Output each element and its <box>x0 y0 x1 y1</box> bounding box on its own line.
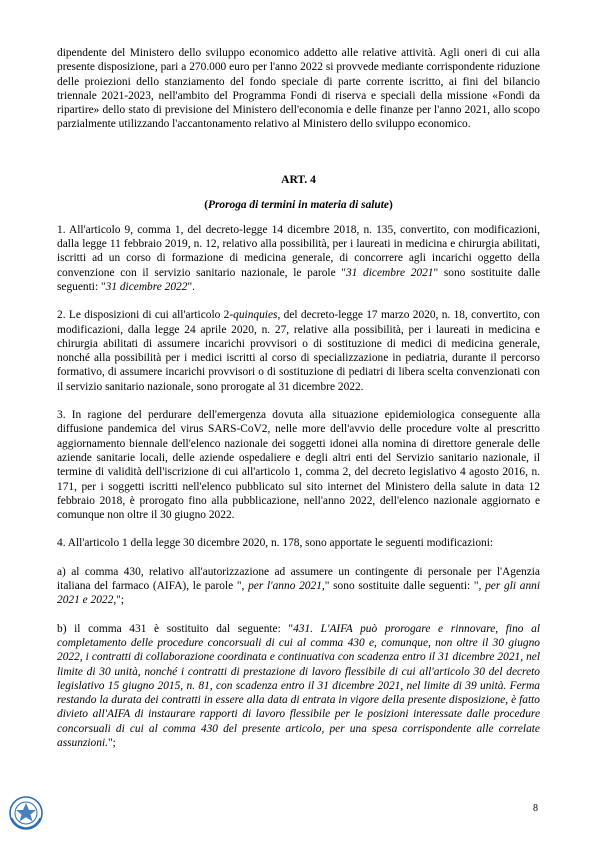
para1-mid: " sono sostituite dalle seguenti: " <box>57 266 540 293</box>
article-subtitle <box>57 198 540 212</box>
item-a-new: , per gli anni 2021 e 2022, <box>57 580 540 607</box>
item-a-end: "; <box>116 594 124 607</box>
page-number: 8 <box>533 803 538 814</box>
subtitle-close-paren: ) <box>389 198 393 211</box>
intro-paragraph: dipendente del Ministero dello sviluppo economico addetto alle relative attività. Agli oneri di cui alla presente disposizione, pari a 270.000 euro per l'anno 2022 si provvede mediante corrispondente riduzione delle proiezioni dello stanziamento del fondo speciale di parte corrente iscritto, ai fini del bilancio triennale 2021-2023, nell'ambito del Programma Fondi di riserva e speciali della missione «Fondi da ripartire» dello stato di previsione del Ministero dell'economia e delle finanze per l'anno 2021, allo scopo parzialmente utilizzando l'accantonamento relativo al Ministero dello sviluppo economico. <box>57 47 540 131</box>
subtitle-open-paren: ( <box>204 198 208 211</box>
item-b-start: b) il comma 431 è sostituito dal seguente: " <box>57 622 294 635</box>
paragraph-3: 3. In ragione del perdurare dell'emergenza dovuta alla situazione epidemiologica conseguente alla diffusione pandemica del virus SARS-CoV2, nelle more dell'avvio delle procedure volte al prescritto aggiornamento biennale dell'elenco nazionale dei soggetti idonei alla nomina di direttore generale delle aziende sanitarie locali, delle aziende ospedaliere e degli altri enti del Servizio sanitario nazionale, il termine di validità dell'iscrizione di cui all'articolo 1, comma 2, del decreto legislativo 4 agosto 2016, n. 171, per i soggetti iscritti nell'elenco pubblicato sul sito internet del Ministero della salute in data 12 febbraio 2018, è prorogato fino alla pubblicazione, nell'anno 2022, dell'elenco nazionale aggiornato e comunque non oltre il 30 giugno 2022. <box>57 409 540 522</box>
para2-start: 2. Le disposizioni di cui all'articolo 2- <box>57 309 234 322</box>
para1-old-date: 31 dicembre 2021 <box>345 266 434 279</box>
state-emblem-icon <box>6 794 46 832</box>
para1-end: ". <box>187 280 195 293</box>
paragraph-2 <box>57 308 540 394</box>
item-a <box>57 565 540 608</box>
para2-italic: quinquies <box>233 309 278 322</box>
para2-rest: , del decreto-legge 17 marzo 2020, n. 18, convertito, con modificazioni, dalla legge 24 aprile 2020, n. 27, relative alla possibilità, per i laureati in medicina e chirurgia abilitati di assumere incarichi provvisori o di sostituzione di medici di medicina generale, nonché alla possibilità per i medici iscritti al corso di specializzazione in pediatria, durante il percorso formativo, di assumere incarichi provvisori o di sostituzione di pediatri di libera scelta convenzionati con il servizio sanitario nazionale, sono prorogate al 31 dicembre 2022. <box>57 309 540 393</box>
item-b-quote: 431. L'AIFA può prorogare e rinnovare, fino al completamento delle procedure concorsuali di cui al comma 430 e, comunque, non oltre il 30 giugno 2022, i contratti di collaborazione coordinata e continuativa con scadenza entro il 31 dicembre 2021, nel limite di 30 unità, nonché i contratti di prestazione di lavoro flessibile di cui all'articolo 30 del decreto legislativo 15 giugno 2015, n. 81, con scadenza entro il 31 dicembre 2021, nel limite di 39 unità. Ferma restando la durata dei contratti in essere alla data di entrata in vigore della presente disposizione, è fatto divieto all'AIFA di instaurare rapporti di lavoro flessibile per le posizioni interessate dalle procedure concorsuali di cui al comma 430 del presente articolo, per una spesa corrispondente alle correlate assunzioni. <box>57 622 541 749</box>
paragraph-1 <box>57 223 540 294</box>
paragraph-4: 4. All'articolo 1 della legge 30 dicembre 2020, n. 178, sono apportate le seguenti modificazioni: <box>57 537 494 550</box>
item-a-mid: " sono sostituite dalle seguenti: " <box>324 580 479 593</box>
article-title: ART. 4 <box>281 172 316 186</box>
item-a-old: , per l'anno 2021, <box>241 580 325 593</box>
item-b <box>57 622 540 751</box>
item-a-start: a) al comma 430, relativo all'autorizzazione ad assumere un contingente di personale per l'Agenzia italiana del farmaco (AIFA), le parole " <box>57 565 540 593</box>
para1-text: 1. All'articolo 9, comma 1, del decreto-legge 14 dicembre 2018, n. 135, convertito, con modificazioni, dalla legge 11 febbraio 2019, n. 12, relativo alla possibilità, per i laureati in medicina e chirurgia abilitati, iscritti ad un corso di formazione di medicina generale, di concorrere agli incarichi oggetto della convenzione con il servizio sanitario nazionale, le parole " <box>57 223 540 279</box>
para1-new-date: 31 dicembre 2022 <box>105 280 188 293</box>
subtitle-text: Proroga di termini in materia di salute <box>207 198 389 211</box>
item-b-end: "; <box>107 736 116 749</box>
document-page <box>57 46 540 764</box>
